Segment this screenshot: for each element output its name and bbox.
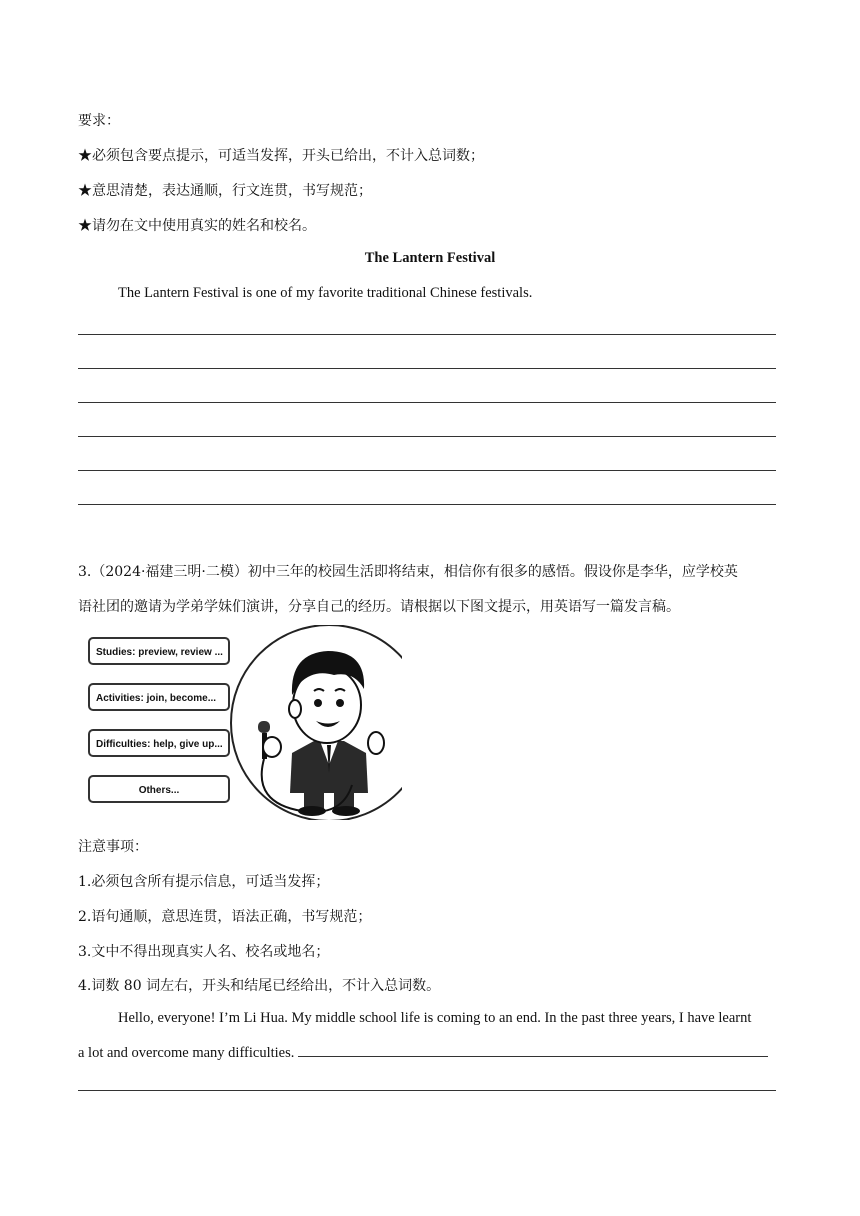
speech-opening: Hello, everyone! I’m Li Hua. My middle school life is coming to an end. In the past three years, I have learnt [118, 1010, 752, 1026]
requirements-heading: 要求： [78, 113, 120, 129]
note-item: 3.文中不得出现真实人名、校名或地名； [78, 944, 330, 960]
essay-title: The Lantern Festival [364, 250, 496, 266]
writing-line[interactable] [78, 504, 776, 505]
speech-opening-cont [78, 1044, 768, 1062]
writing-blank[interactable] [298, 1044, 768, 1057]
question-prompt-cont: 语社团的邀请为学弟学妹们演讲，分享自己的经历。请根据以下图文提示，用英语写一篇发言稿。 [78, 599, 680, 615]
writing-line[interactable] [78, 368, 776, 369]
speech-opening-text: a lot and overcome many difficulties. [78, 1045, 295, 1061]
notes-heading: 注意事项： [78, 839, 148, 855]
question-prompt: 3.（2024·福建三明·二模）初中三年的校园生活即将结束，相信你有很多的感悟。假设你是李华，应学校英 [78, 564, 738, 580]
note-item: 1.必须包含所有提示信息，可适当发挥； [78, 874, 330, 890]
hint-activities: Activities: join, become... [88, 683, 230, 711]
requirement-item: ★请勿在文中使用真实的姓名和校名。 [78, 218, 316, 234]
writing-line[interactable] [78, 402, 776, 403]
hint-others: Others... [88, 775, 230, 803]
hint-studies: Studies: preview, review ... [88, 637, 230, 665]
essay-opening: The Lantern Festival is one of my favorite traditional Chinese festivals. [118, 285, 533, 301]
writing-line[interactable] [78, 1090, 776, 1091]
note-item: 2.语句通顺，意思连贯，语法正确，书写规范； [78, 909, 372, 925]
note-item: 4.词数 80 词左右，开头和结尾已经给出，不计入总词数。 [78, 978, 441, 994]
writing-line[interactable] [78, 334, 776, 335]
speaker-illustration [82, 625, 402, 820]
requirement-item: ★意思清楚，表达通顺，行文连贯，书写规范； [78, 183, 372, 199]
requirement-item: ★必须包含要点提示，可适当发挥，开头已给出，不计入总词数； [78, 148, 484, 164]
writing-line[interactable] [78, 470, 776, 471]
hint-difficulties: Difficulties: help, give up... [88, 729, 230, 757]
writing-line[interactable] [78, 436, 776, 437]
